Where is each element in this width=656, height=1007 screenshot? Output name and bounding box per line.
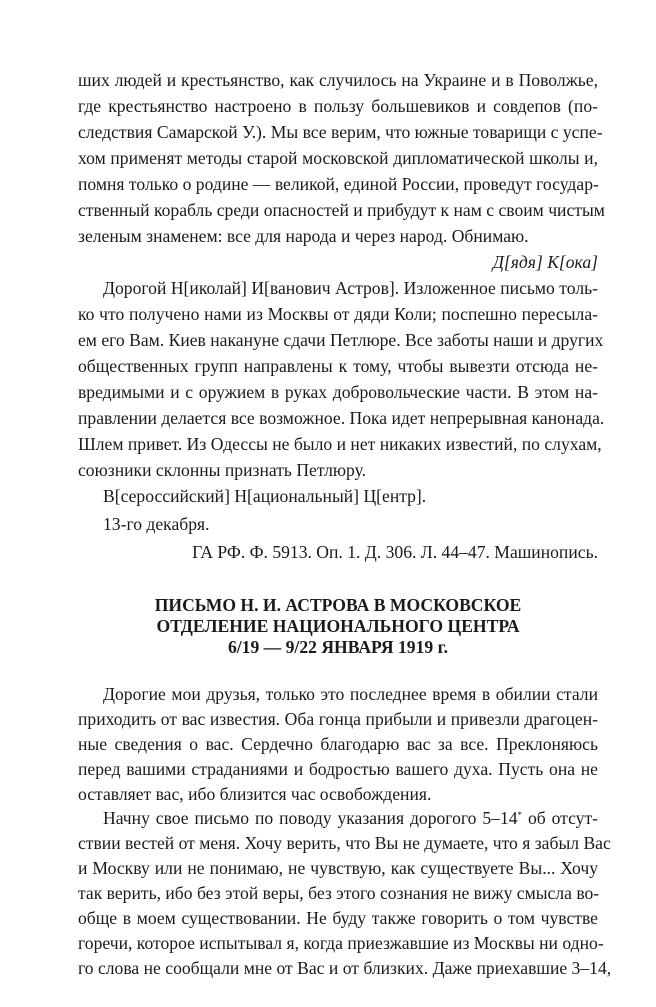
text-line: где крестьянство настроено в пользу большевиков и совдепов (по- <box>78 96 598 116</box>
text-line: союзники склонны признать Петлюру. <box>78 460 367 480</box>
text-line: следствия Самарской У.). Мы все верим, что южные товарищи с успе- <box>78 122 603 142</box>
text-line: вредимыми и с оружием в руках добровольческие части. В этом на- <box>78 382 598 402</box>
text-line: перед вашими страданиями и бодростью вашего духа. Пусть она не <box>78 759 598 779</box>
text-line: ших людей и крестьянство, как случилось на Украине и в Поволжье, <box>78 70 598 90</box>
section-heading-line: 6/19 — 9/22 ЯНВАРЯ 1919 г. <box>227 637 449 657</box>
text-line: правлении делается все возможное. Пока идет непрерывная канонада. <box>78 408 605 428</box>
text-line: ственный корабль среди опасностей и прибудут к нам с своим чистым <box>78 200 605 220</box>
text-line: оставляет вас, ибо близится час освобождения. <box>78 784 432 804</box>
text-line: зеленым знаменем: все для народа и через народ. Обнимаю. <box>78 226 529 246</box>
footnote-reference[interactable]: * <box>517 810 523 820</box>
text-line: Дорогой Н[иколай] И[ванович Астров]. Изложенное письмо толь- <box>103 278 598 298</box>
text-line: ные сведения о вас. Сердечно благодарю вас за все. Преклоняюсь <box>78 734 598 754</box>
archive-source: ГА РФ. Ф. 5913. Оп. 1. Д. 306. Л. 44–47. Машинопись. <box>192 542 598 562</box>
text-line: ем его Вам. Киев накануне сдачи Петлюре. Все заботы наши и других <box>78 330 604 350</box>
text-line: Дорогие мои друзья, только это последнее время в обилии стали <box>103 684 598 704</box>
text-segment: Начну свое письмо по поводу указания дорогого 5–14 <box>103 808 518 828</box>
text-line: ствии вестей от меня. Хочу верить, что Вы не думаете, что я забыл Вас <box>78 833 611 853</box>
text-line: Шлем привет. Из Одессы не было и нет никаких известий, по слухам, <box>78 434 602 454</box>
section-heading-line: ОТДЕЛЕНИЕ НАЦИОНАЛЬНОГО ЦЕНТРА <box>156 616 520 636</box>
date-line: 13-го декабря. <box>103 514 210 534</box>
organization-signature: В[сероссийский] Н[ациональный] Ц[ентр]. <box>103 486 427 506</box>
text-line: горечи, которое испытывал я, когда приезжавшие из Москвы ни одно- <box>78 933 604 953</box>
text-line: го слова не сообщали мне от Вас и от близких. Даже приехавшие 3–14, <box>78 958 612 978</box>
text-line: хом применят методы старой московской дипломатической школы и, <box>78 148 598 168</box>
text-line: ко что получено нами из Москвы от дяди Коли; поспешно пересыла- <box>78 304 598 324</box>
text-line: обще в моем существовании. Не буду также говорить о том чувстве <box>78 908 598 928</box>
signature: Д[ядя] К[ока] <box>492 252 598 272</box>
text-segment: об отсут- <box>522 808 599 828</box>
section-heading-line: ПИСЬМО Н. И. АСТРОВА В МОСКОВСКОЕ <box>154 595 522 615</box>
text-line: помня только о родине — великой, единой России, проведут государ- <box>78 174 599 194</box>
text-line: и Москву или не понимаю, не чувствую, как существуете Вы... Хочу <box>78 858 598 878</box>
text-line <box>103 806 598 830</box>
text-line: приходить от вас известия. Оба гонца прибыли и привезли драгоцен- <box>78 709 598 729</box>
text-line: общественных групп направлены к тому, чтобы вывезти отсюда не- <box>78 356 598 376</box>
text-line: так верить, ибо без этой веры, без этого сознания не вижу смысла во- <box>78 883 600 903</box>
